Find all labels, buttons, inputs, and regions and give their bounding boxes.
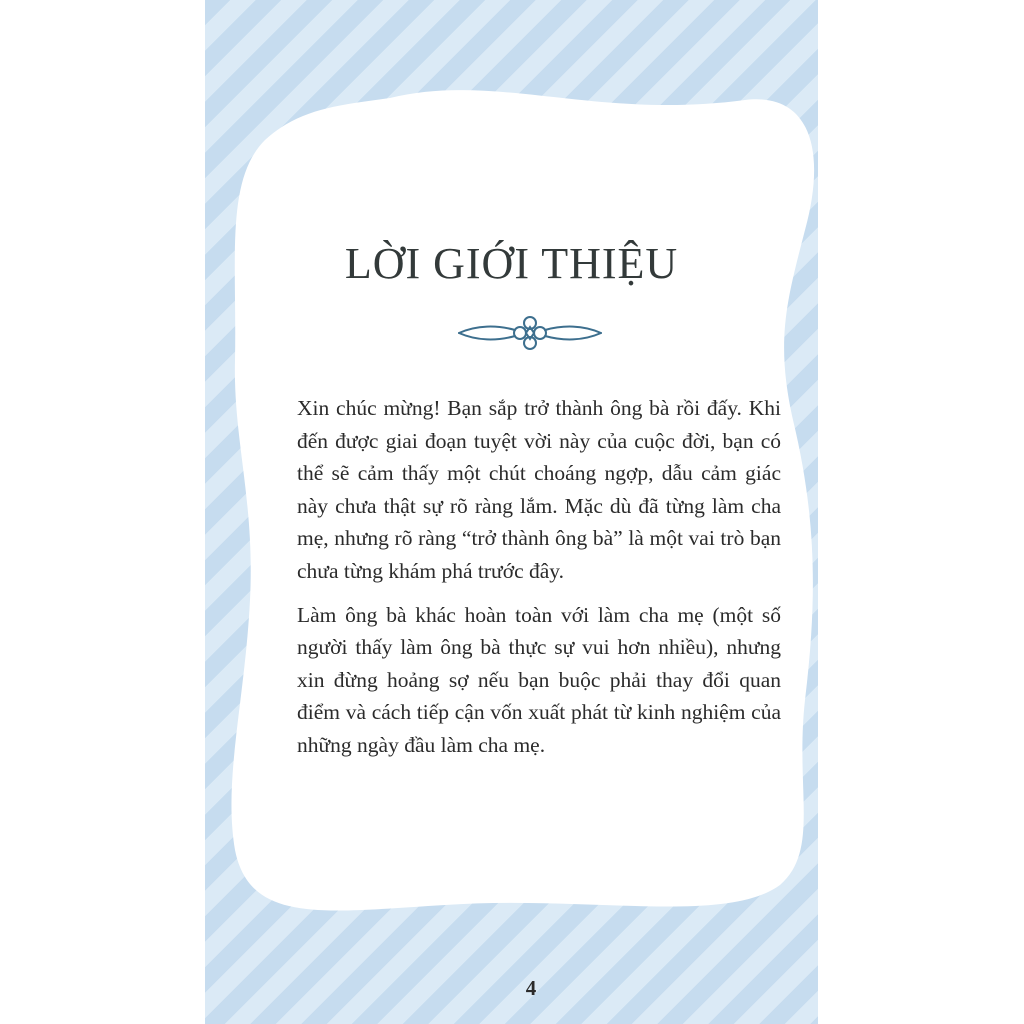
floral-divider-icon bbox=[455, 313, 605, 353]
intro-text bbox=[297, 392, 781, 773]
page-title: LỜI GIỚI THIỆU bbox=[344, 239, 679, 288]
page-number: 4 bbox=[525, 976, 537, 1000]
paragraph-2: Làm ông bà khác hoàn toàn với làm cha mẹ (một số người thấy làm ông bà thực sự vui hơn nhiều), nhưng xin đừng hoảng sợ nếu bạn buộc phải thay đổi quan điểm và cách tiếp cận vốn xuất phát từ kinh nghiệm của những ngày đầu làm cha mẹ. bbox=[297, 602, 781, 757]
book-page bbox=[205, 0, 818, 1024]
paragraph-1: Xin chúc mừng! Bạn sắp trở thành ông bà rồi đấy. Khi đến được giai đoạn tuyệt vời này của cuộc đời, bạn có thể sẽ cảm thấy một chút choáng ngợp, dẫu cảm giác này chưa thật sự rõ ràng lắm. Mặc dù đã từng làm cha mẹ, nhưng rõ ràng “trở thành ông bà” là một vai trò bạn chưa từng khám phá trước đây. bbox=[297, 396, 781, 583]
